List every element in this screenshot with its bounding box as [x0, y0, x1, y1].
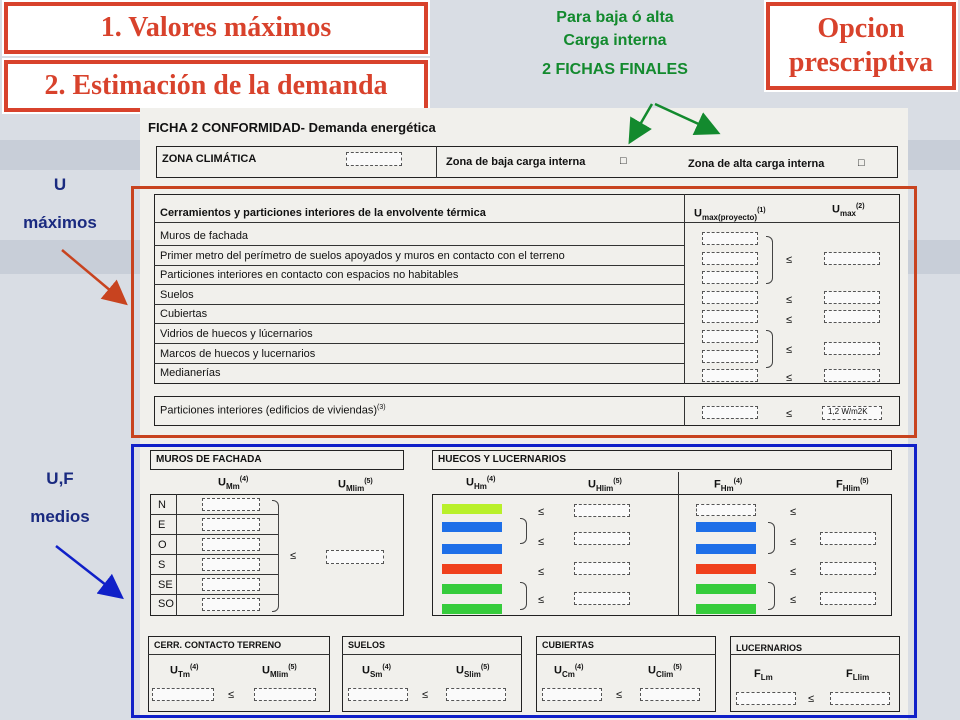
umax-header: $U_{max}^{(2)}$: [832, 203, 865, 218]
particiones-limit-value: 1,2 W/m2K: [828, 407, 868, 416]
baja-carga-checkbox[interactable]: □: [620, 155, 627, 167]
orient-label: SE: [158, 579, 173, 591]
terreno-title: CERR. CONTACTO TERRENO: [154, 640, 282, 650]
leq-sign: ≤: [786, 408, 793, 420]
row-cubiertas: Cubiertas: [160, 308, 208, 320]
row-marcos: Marcos de huecos y lucernarios: [160, 348, 316, 360]
tab-valores-maximos: [2, 0, 430, 56]
leq-sign: ≤: [790, 536, 797, 548]
row-particiones: Particiones interiores en contacto con espacios no habitables: [160, 269, 459, 281]
ucm-header: $U_{Cm}^{(4)}$: [554, 664, 584, 679]
leq-sign: ≤: [786, 254, 793, 266]
row-suelos: Suelos: [160, 289, 194, 301]
leq-sign: ≤: [808, 693, 815, 705]
orient-label: N: [158, 499, 166, 511]
orient-label: S: [158, 559, 166, 571]
uclim-header: $U_{Clim}^{(5)}$: [648, 664, 682, 679]
cerramientos-header: Cerramientos y particiones interiores de la envolvente térmica: [160, 207, 486, 219]
leq-sign: ≤: [790, 506, 797, 518]
row-vidrios: Vidrios de huecos y lúcernarios: [160, 328, 313, 340]
side-line: U,F: [46, 469, 74, 488]
leq-sign: ≤: [786, 344, 793, 356]
leq-sign: ≤: [786, 294, 793, 306]
side-label-u-maximos: [0, 174, 120, 234]
form-title: FICHA 2 CONFORMIDAD- Demanda energética: [148, 120, 436, 135]
muros-fachada-title: MUROS DE FACHADA: [156, 454, 262, 465]
fhlim-header: $F_{Hlim}^{(5)}$: [836, 478, 869, 493]
alta-carga-checkbox[interactable]: □: [858, 157, 865, 169]
tab-opcion-prescriptiva: [764, 0, 958, 92]
particiones-viviendas-label: Particiones interiores (edificios de viviendas)$^{(3)}$: [160, 404, 386, 417]
orient-label: O: [158, 539, 167, 551]
leq-sign: ≤: [290, 550, 297, 562]
tab-title: 2. Estimación de la demanda: [44, 70, 388, 101]
leq-sign: ≤: [228, 689, 235, 701]
zona-climatica-label: ZONA CLIMÁTICA: [162, 153, 257, 165]
fichas-note: [490, 6, 740, 81]
leq-sign: ≤: [790, 566, 797, 578]
tab-line: prescriptiva: [788, 47, 934, 78]
fhm-header: $F_{Hm}^{(4)}$: [714, 478, 743, 493]
leq-sign: ≤: [786, 372, 793, 384]
fllim-header: $F_{Llim}$: [846, 668, 870, 683]
uhlim-header: $U_{Hlim}^{(5)}$: [588, 478, 622, 493]
uf-medios-frame: [131, 444, 917, 718]
note-line: Para baja ó alta: [556, 9, 674, 26]
leq-sign: ≤: [616, 689, 623, 701]
tab-title: 1. Valores máximos: [100, 12, 332, 43]
baja-carga-label: Zona de baja carga interna: [446, 156, 586, 168]
flm-header: $F_{Lm}$: [754, 668, 773, 683]
leq-sign: ≤: [538, 536, 545, 548]
tab-line: Opcion: [817, 13, 905, 44]
leq-sign: ≤: [538, 566, 545, 578]
leq-sign: ≤: [422, 689, 429, 701]
orient-label: SO: [158, 598, 174, 610]
side-label-uf-medios: [0, 468, 120, 528]
umax-proyecto-header: $U_{max(proyecto)}^{(1)}$: [694, 207, 766, 222]
side-line: máximos: [23, 213, 97, 232]
alta-carga-label: Zona de alta carga interna: [688, 158, 825, 170]
u-maximos-frame: [131, 186, 917, 438]
leq-sign: ≤: [538, 506, 545, 518]
row-medianerias: Medianerías: [160, 367, 221, 379]
lucernarios-title: LUCERNARIOS: [736, 643, 803, 653]
cubiertas-title: CUBIERTAS: [542, 640, 594, 650]
row-muros-fachada: Muros de fachada: [160, 230, 249, 242]
side-line: U: [53, 175, 67, 194]
umm-header: $U_{Mm}^{(4)}$: [218, 476, 249, 491]
suelos-title: SUELOS: [348, 640, 386, 650]
ummlim-header: $U_{Mlim}^{(5)}$: [338, 478, 373, 493]
note-line: 2 FICHAS FINALES: [542, 61, 688, 78]
divider: [436, 146, 437, 178]
uslim-header: $U_{Slim}^{(5)}$: [456, 664, 490, 679]
usm-header: $U_{Sm}^{(4)}$: [362, 664, 391, 679]
utm-header: $U_{Tm}^{(4)}$: [170, 664, 199, 679]
note-line: Carga interna: [563, 32, 667, 49]
arrow-uf-medios: [56, 546, 120, 596]
leq-sign: ≤: [786, 314, 793, 326]
leq-sign: ≤: [538, 594, 545, 606]
umlim-header: $U_{Mlim}^{(5)}$: [262, 664, 297, 679]
side-line: medios: [30, 507, 90, 526]
zona-climatica-field[interactable]: [346, 152, 402, 166]
leq-sign: ≤: [790, 594, 797, 606]
tab-estimacion-demanda: [2, 58, 430, 114]
uhm-header: $U_{Hm}^{(4)}$: [466, 476, 496, 491]
orient-label: E: [158, 519, 166, 531]
huecos-title: HUECOS Y LUCERNARIOS: [438, 454, 566, 465]
row-primer-metro: Primer metro del perímetro de suelos apoyados y muros en contacto con el terreno: [160, 250, 565, 262]
